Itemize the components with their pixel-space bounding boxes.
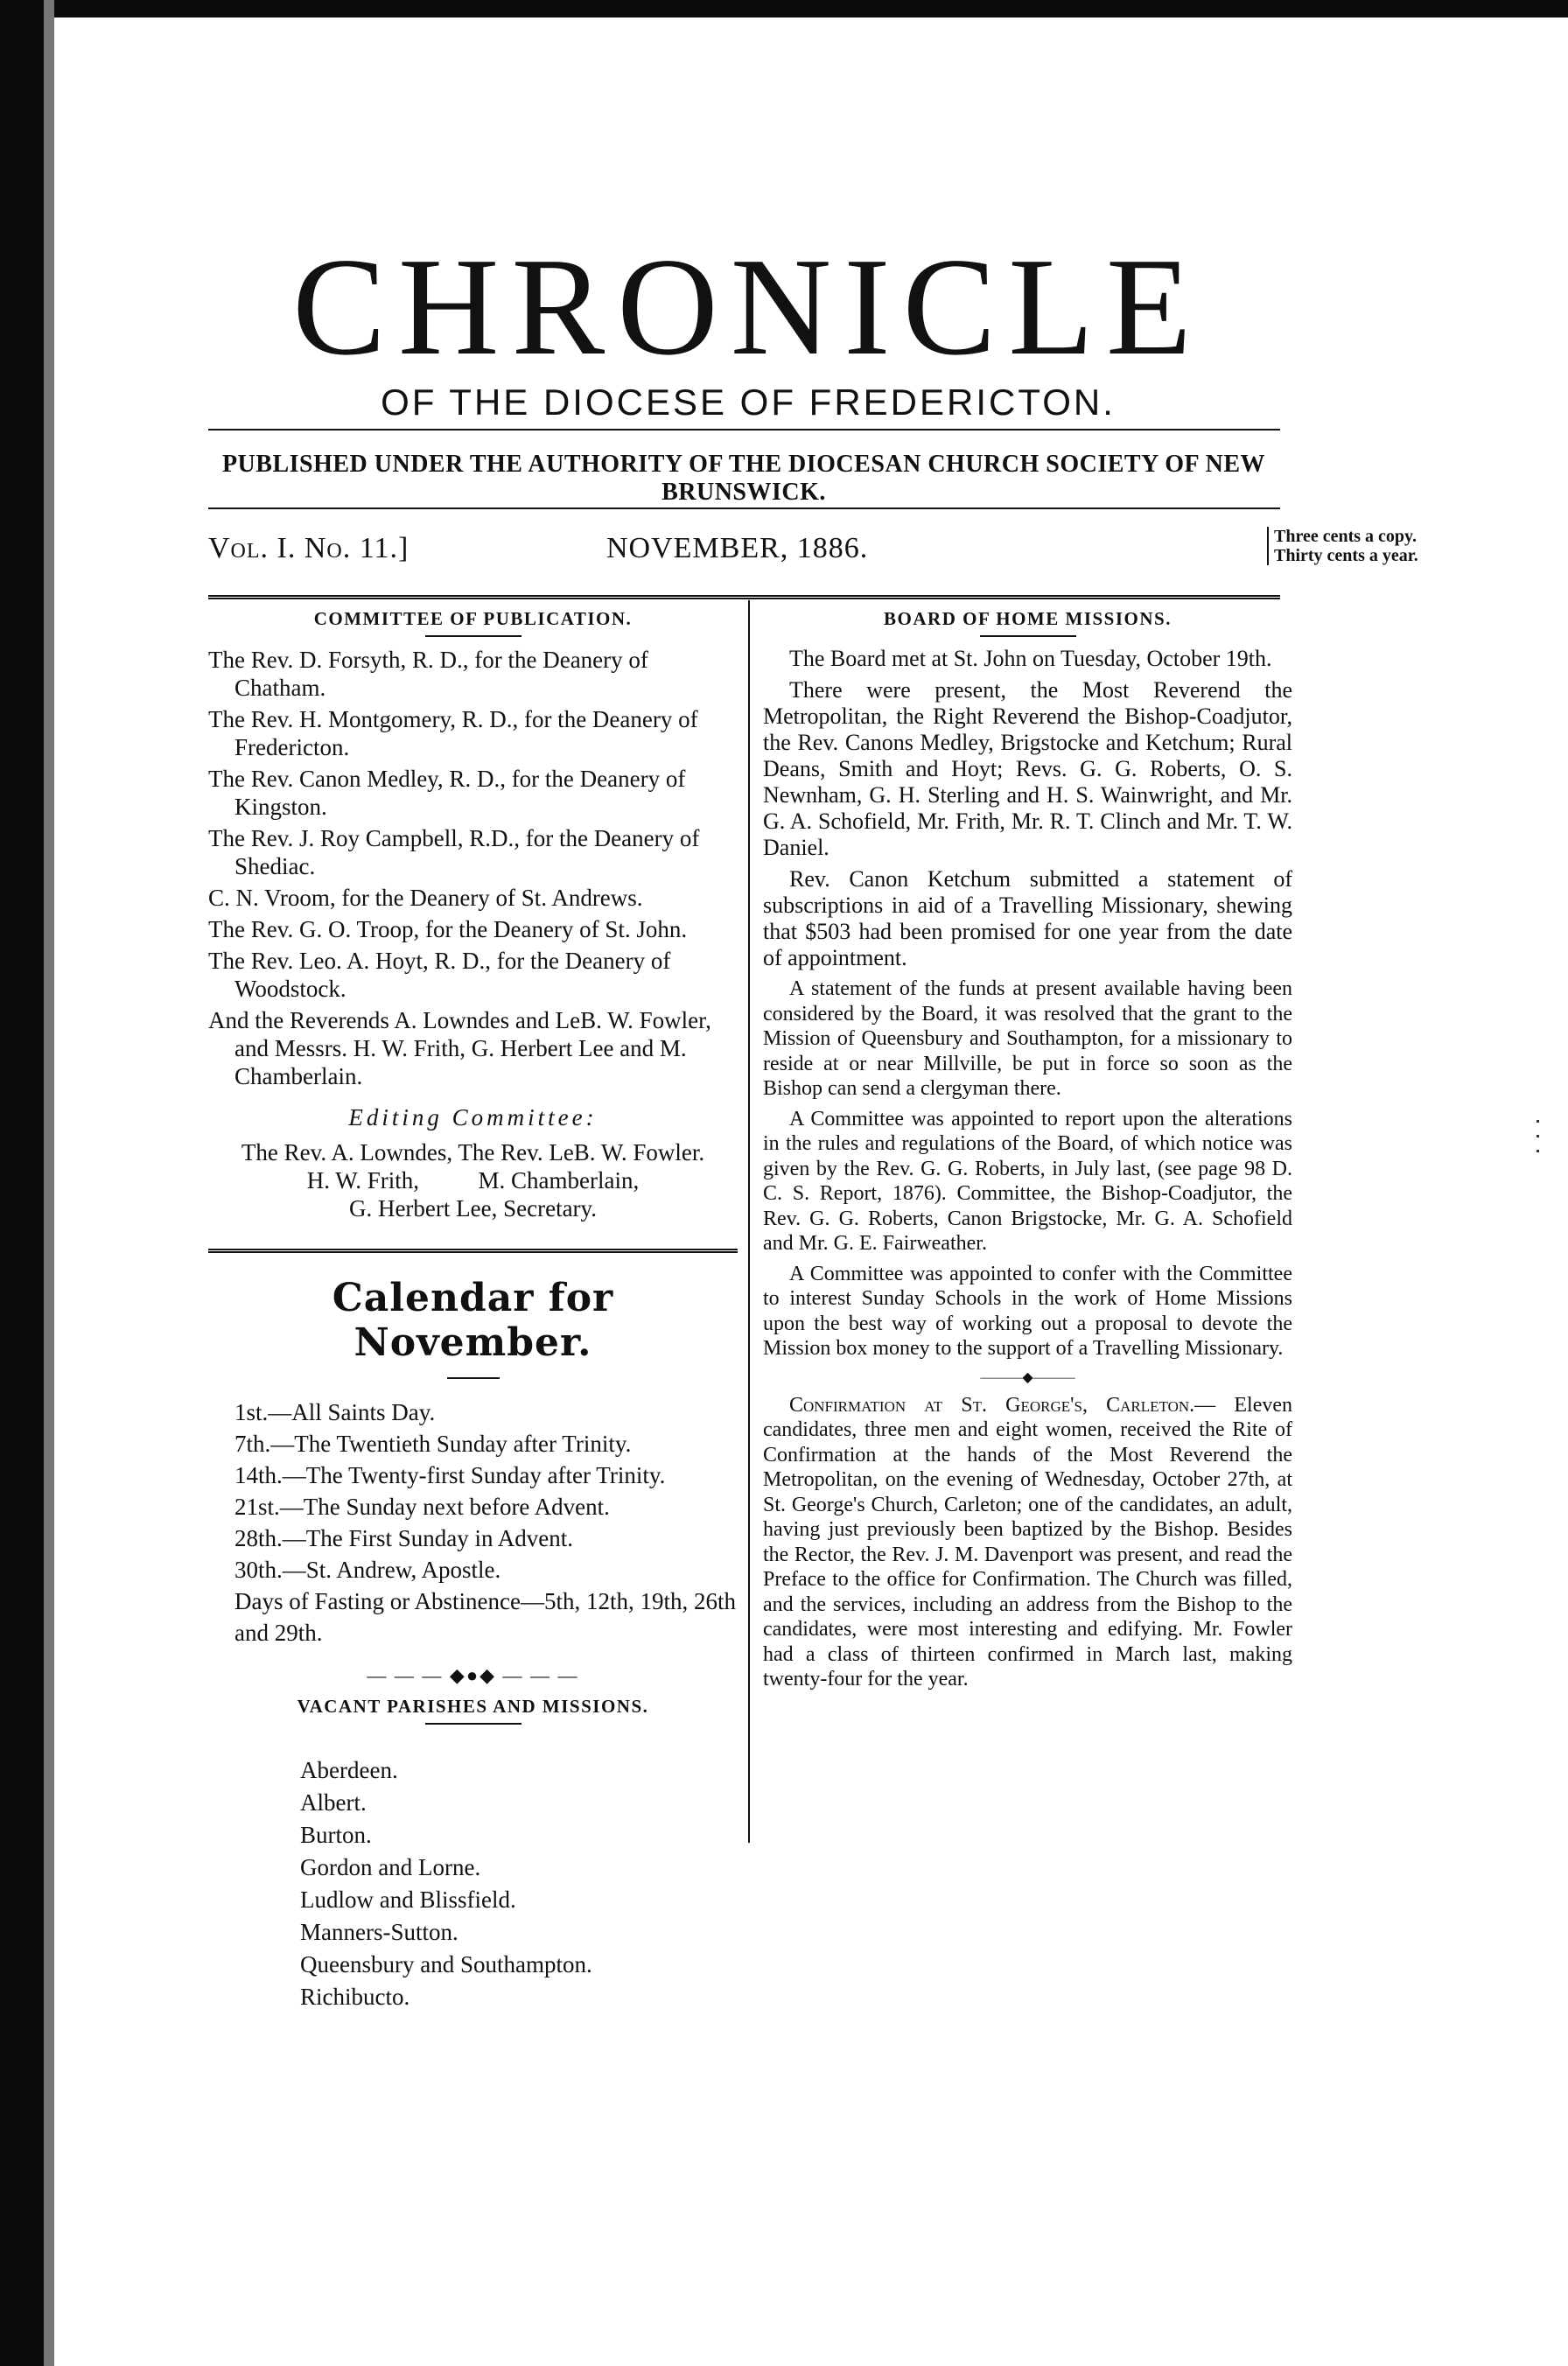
calendar-heading: Calendar for November. [332, 1276, 614, 1365]
editing-committee-title: Editing Committee: [348, 1104, 598, 1130]
ornament-divider: ———◆——— [980, 1369, 1075, 1385]
article-paragraph: A statement of the funds at present available having been considered by the Board, it was resolved that the grant to the Mission of Queensbury and Southampton, for a missionary to reside at or near Millville, be put in force so soon as the Bishop can send a clergyman there. [763, 977, 1292, 1100]
confirmation-text: Eleven candidates, three men and eight women, received the Rite of Confirmation at the hands of the Most Reverend the Metropolitan, on the evening of Wednesday, October 27th, at St. George's Church, Carleton; one of the candidates, an adult, having just previously been baptized by the Bishop. Besides the Rector, the Rev. J. M. Davenport was present, and read the Preface to the office for Confirmation. The Church was filled, and the services, including an address from the Bishop to the candidates, were most interesting and edifying. Mr. Fowler had a class of thirteen confirmed in March last, making twenty-four for the year. [763, 1393, 1292, 1690]
article-paragraph: Rev. Canon Ketchum submitted a statement of subscriptions in aid of a Travelling Missionary, shewing that $503 had been promised for one year from the date of appointment. [763, 866, 1292, 970]
calendar-item: 30th.—St. Andrew, Apostle. [234, 1557, 501, 1583]
rule [208, 429, 1280, 430]
volume-number: Vol. I. No. 11.] [208, 532, 410, 564]
ornament-divider: — — — ◆●◆ — — — [367, 1664, 579, 1686]
short-rule [425, 635, 522, 637]
article-paragraph: There were present, the Most Reverend the Metropolitan, the Right Reverend the Bishop-Coadjutor, the Rev. Canons Medley, Brigstocke and Ketchum; Rural Deans, Smith and Hoyt; Revs. G. G. Roberts, O. S. Newnham, G. H. Sterling and H. S. Wainwright, and Mr. G. A. Schofield, Mr. Frith, Mr. R. T. Clinch and Mr. T. W. Daniel. [763, 677, 1292, 860]
home-missions-heading: BOARD OF HOME MISSIONS. [884, 608, 1172, 629]
newspaper-title: CHRONICLE [292, 228, 1204, 384]
editing-line: The Rev. A. Lowndes, The Rev. LeB. W. Fowler. [241, 1139, 705, 1166]
confirmation-paragraph [763, 1393, 1292, 1692]
calendar-item: Days of Fasting or Abstinence—5th, 12th, 19th, 26th and 29th. [234, 1588, 736, 1646]
vacant-list [208, 1754, 738, 2013]
committee-entry: The Rev. D. Forsyth, R. D., for the Deanery of Chatham. [208, 647, 648, 701]
editing-line: H. W. Frith, M. Chamberlain, [306, 1167, 640, 1194]
list-item: Gordon and Lorne. [300, 1854, 481, 1880]
publisher-line: PUBLISHED UNDER THE AUTHORITY OF THE DIOCESAN CHURCH SOCIETY OF NEW BRUNSWICK. [221, 451, 1266, 506]
list-item: Albert. [300, 1789, 367, 1816]
rule [208, 508, 1280, 509]
double-rule [208, 595, 1280, 599]
price-year: Thirty cents a year. [1274, 546, 1418, 565]
list-item: Burton. [300, 1822, 372, 1848]
left-column [208, 608, 738, 2013]
list-item: Aberdeen. [300, 1757, 398, 1783]
column-separator [748, 600, 750, 1843]
masthead [219, 228, 1278, 424]
editing-line: G. Herbert Lee, Secretary. [348, 1195, 598, 1222]
short-rule [425, 1723, 522, 1725]
price-copy: Three cents a copy. [1274, 527, 1417, 546]
calendar-item: 14th.—The Twenty-first Sunday after Trinity. [234, 1462, 666, 1488]
short-rule [980, 635, 1076, 637]
committee-entry: The Rev. Canon Medley, R. D., for the Deanery of Kingston. [208, 766, 686, 820]
calendar-item: 28th.—The First Sunday in Advent. [234, 1525, 573, 1551]
article-paragraph: The Board met at St. John on Tuesday, October 19th. [789, 646, 1272, 671]
committee-entry: C. N. Vroom, for the Deanery of St. Andrews. [208, 885, 643, 911]
calendar-item: 7th.—The Twentieth Sunday after Trinity. [234, 1431, 632, 1457]
calendar-item: 21st.—The Sunday next before Advent. [234, 1494, 610, 1520]
newspaper-subtitle: OF THE DIOCESE OF FREDERICTON. [381, 382, 1116, 423]
calendar-item: 1st.—All Saints Day. [234, 1399, 436, 1425]
list-item: Manners-Sutton. [300, 1919, 458, 1945]
scan-left-border [0, 0, 54, 2366]
list-item: Ludlow and Blissfield. [300, 1886, 516, 1913]
scan-marks [1536, 1120, 1542, 1172]
confirmation-lead: Confirmation at St. George's, Carleton.— [789, 1393, 1216, 1417]
list-item: Richibucto. [300, 1984, 410, 2010]
scan-top-border [0, 0, 1568, 18]
issue-line [208, 525, 1418, 578]
committee-entry: The Rev. H. Montgomery, R. D., for the Deanery of Fredericton. [208, 706, 698, 760]
committee-heading: COMMITTEE OF PUBLICATION. [313, 608, 633, 629]
page-edge [44, 0, 54, 2366]
article-paragraph: A Committee was appointed to confer with the Committee to interest Sunday Schools in the work of Home Missions upon the best way of working out a proposal to devote the Mission box money to the support of a Travelling Missionary. [763, 1262, 1292, 1360]
committee-entry: The Rev. G. O. Troop, for the Deanery of St. John. [208, 916, 688, 942]
short-rule [447, 1377, 500, 1379]
committee-entry: The Rev. Leo. A. Hoyt, R. D., for the Deanery of Woodstock. [208, 948, 671, 1002]
double-rule [208, 1249, 738, 1253]
right-column [763, 608, 1292, 1698]
list-item: Queensbury and Southampton. [300, 1951, 592, 1978]
committee-entry: And the Reverends A. Lowndes and LeB. W. Fowler, and Messrs. H. W. Frith, G. Herbert Lee and M. Chamberlain. [208, 1007, 711, 1089]
article-paragraph: A Committee was appointed to report upon the alterations in the rules and regulations of the Board, of which notice was given by the Rev. G. G. Roberts, in July last, (see page 98 D. C. S. Report, 1876). Committee, the Bishop-Coadjutor, the Rev. G. G. Roberts, Canon Brigstocke, Mr. G. A. Schofield and Mr. G. E. Fairweather. [763, 1107, 1292, 1255]
issue-date: NOVEMBER, 1886. [606, 532, 869, 564]
committee-entry: The Rev. J. Roy Campbell, R.D., for the Deanery of Shediac. [208, 825, 700, 879]
price-box [1267, 527, 1502, 565]
vacant-heading: VACANT PARISHES AND MISSIONS. [297, 1696, 649, 1717]
